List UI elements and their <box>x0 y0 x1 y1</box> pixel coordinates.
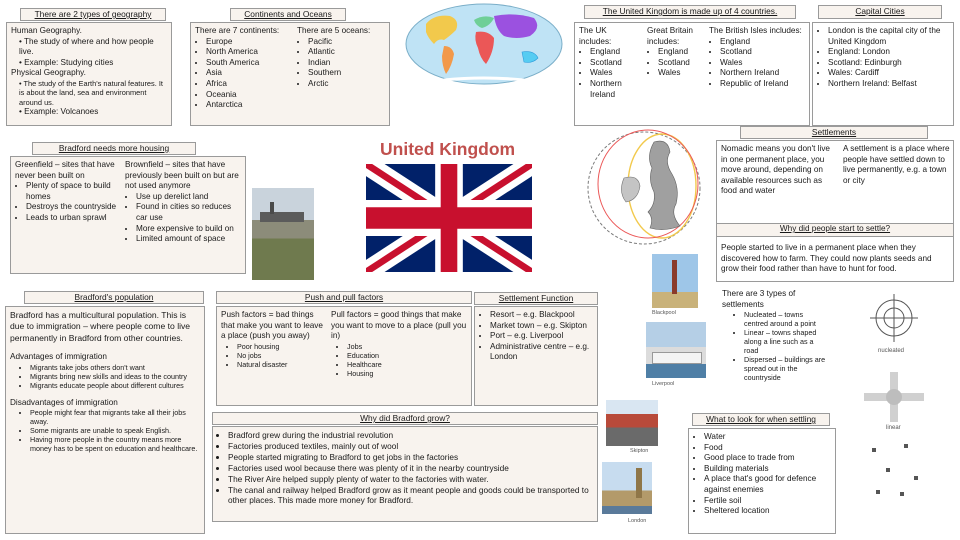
advantage-item: • Migrants bring new skills and ideas to the country <box>30 372 200 381</box>
types-intro: There are 3 types of settlements <box>722 289 796 309</box>
why-settle-heading: Why did people start to settle? <box>717 223 953 237</box>
why-bradford-item: • Factories produced textiles, mainly out of wool <box>228 441 593 452</box>
bi-item: • Republic of Ireland <box>720 79 807 90</box>
nucleated-label: nucleated <box>878 348 905 354</box>
why-bradford-item: • The canal and railway helped Bradford grow as it meant people and goods could be transported to other places. This made more money for Bradford. <box>228 485 593 507</box>
disadvantage-item: • Some migrants are unable to speak English. <box>30 426 200 435</box>
function-item: • Market town – e.g. Skipton <box>490 321 593 332</box>
what-to-look-box <box>688 428 836 534</box>
population-box <box>5 306 205 534</box>
ocean-item: • Southern <box>308 68 387 79</box>
bi-item: • England <box>720 37 807 48</box>
continent-item: • Asia <box>206 68 297 79</box>
population-tab: Bradford's population <box>24 291 204 304</box>
gb-item: • Wales <box>658 68 707 79</box>
capital-item: • London is the capital city of the United Kingdom <box>828 26 949 47</box>
capitals-box <box>812 22 954 126</box>
function-box <box>474 306 598 406</box>
world-map <box>404 2 564 86</box>
advantages-heading: Advantages of immigration <box>10 352 107 362</box>
push-item: • No jobs <box>237 351 325 360</box>
function-item: • Port – e.g. Liverpool <box>490 331 593 342</box>
linear-diagram <box>864 372 924 422</box>
settlement-def: A settlement is a place where people have settled down to live permanently, e.g. a town or city <box>843 144 950 185</box>
look-item: • Building materials <box>704 464 831 475</box>
ocean-item: • Arctic <box>308 79 387 90</box>
function-tab: Settlement Function <box>474 292 598 305</box>
population-intro: Bradford has a multicultural population. This is due to immigration – where people come to live permanently in Bradford from other countries. <box>10 310 191 343</box>
brownfield-item: • Found in cities so reduces car use <box>136 202 243 223</box>
pull-intro: Pull factors = good things that make you want to move to a place (pull you in) <box>331 310 467 341</box>
continents-tab: Continents and Oceans <box>230 8 346 21</box>
bi-item: • Wales <box>720 58 807 69</box>
continents-box <box>190 22 390 126</box>
uk-heading: The UK includes: <box>579 26 612 46</box>
dispersed-diagram <box>866 440 926 500</box>
blackpool-photo <box>652 254 698 308</box>
why-bradford-item: • Bradford grew during the industrial revolution <box>228 430 593 441</box>
blackpool-caption: Blackpool <box>652 310 676 316</box>
nucleated-diagram <box>866 292 922 344</box>
continent-item: • Africa <box>206 79 297 90</box>
disadvantage-item: • Having more people in the country means more money has to be spent on education and healthcare. <box>30 435 200 453</box>
british-isles-map <box>584 128 710 248</box>
type-item: • Dispersed – buildings are spread out in the countryside <box>744 355 826 382</box>
geo-line-6: • Example: Volcanoes <box>19 107 99 117</box>
uk-item: • Northern Ireland <box>590 79 641 100</box>
liverpool-caption: Liverpool <box>652 381 675 387</box>
pull-item: • Healthcare <box>347 360 467 369</box>
push-item: • Poor housing <box>237 342 325 351</box>
continents-heading: There are 7 continents: <box>195 26 280 35</box>
why-bradford-item: • The River Aire helped supply plenty of water to the factories with water. <box>228 474 593 485</box>
brownfield-item: • Use up derelict land <box>136 192 243 203</box>
continent-item: • Europe <box>206 37 297 48</box>
look-item: • Good place to trade from <box>704 453 831 464</box>
geography-box <box>6 22 172 126</box>
types-box <box>718 286 830 408</box>
push-pull-tab: Push and pull factors <box>216 291 472 304</box>
gb-item: • Scotland <box>658 58 707 69</box>
continent-item: • Antarctica <box>206 100 297 111</box>
function-item: • Administrative centre – e.g. London <box>490 342 593 363</box>
push-intro: Push factors = bad things that make you want to leave a place (push you away) <box>221 310 323 341</box>
ocean-item: • Indian <box>308 58 387 69</box>
look-item: • Fertile soil <box>704 496 831 507</box>
skipton-photo <box>606 400 658 446</box>
pull-item: • Housing <box>347 369 467 378</box>
liverpool-photo <box>646 322 706 378</box>
settlements-tab: Settlements <box>740 126 928 139</box>
skipton-caption: Skipton <box>630 448 649 454</box>
bi-item: • Scotland <box>720 47 807 58</box>
london-caption: London <box>628 518 647 524</box>
nomadic-text: Nomadic means you don't live in one permanent place, you move around, depending on available resources such as food and water <box>721 144 830 196</box>
brownfield-item: • More expensive to build on <box>136 224 243 235</box>
disadvantage-item: • People might fear that migrants take all their jobs away. <box>30 408 200 426</box>
greenfield-item: • Destroys the countryside <box>26 202 119 213</box>
brownfield-photo <box>252 188 314 280</box>
union-flag <box>366 164 532 272</box>
brownfield-intro: Brownfield – sites that have previously been built on but are not used anymore <box>125 160 239 191</box>
geo-line-2: • The study of where and how people live. <box>19 36 154 57</box>
capital-item: • Wales: Cardiff <box>828 68 949 79</box>
why-bradford-item: • People started migrating to Bradford to get jobs in the factories <box>228 452 593 463</box>
settlements-box <box>716 140 954 282</box>
function-item: • Resort – e.g. Blackpool <box>490 310 593 321</box>
uk-item: • Scotland <box>590 58 641 69</box>
ocean-item: • Atlantic <box>308 47 387 58</box>
look-item: • Water <box>704 432 831 443</box>
continent-item: • North America <box>206 47 297 58</box>
brownfield-item: • Limited amount of space <box>136 234 243 245</box>
look-item: • Food <box>704 443 831 454</box>
advantage-item: • Migrants educate people about different cultures <box>30 381 200 390</box>
greenfield-intro: Greenfield – sites that have never been built on <box>15 160 115 180</box>
push-item: • Natural disaster <box>237 360 325 369</box>
greenfield-item: • Plenty of space to build homes <box>26 181 119 202</box>
why-settle-text: People started to live in a permanent place when they discovered how to farm. They could now plants seeds and grow their food rather than have to hunt for food. <box>721 243 932 274</box>
london-photo <box>602 462 652 514</box>
look-item: • A place that's good for defence against enemies <box>704 474 831 495</box>
look-item: • Sheltered location <box>704 506 831 517</box>
greenfield-item: • Leads to urban sprawl <box>26 213 119 224</box>
disadvantages-heading: Disadvantages of immigration <box>10 397 118 407</box>
why-bradford-tab: Why did Bradford grow? <box>212 412 598 425</box>
type-item: • Nucleated – towns centred around a point <box>744 310 826 328</box>
push-pull-box <box>216 306 472 406</box>
bi-item: • Northern Ireland <box>720 68 807 79</box>
geography-tab: There are 2 types of geography <box>20 8 166 21</box>
why-bradford-item: • Factories used wool because there was plenty of it in the nearby countryside <box>228 463 593 474</box>
why-bradford-box <box>212 426 598 522</box>
oceans-heading: There are 5 oceans: <box>297 26 371 35</box>
uk-title: United Kingdom <box>380 139 516 159</box>
geo-line-1: Human Geography. <box>11 26 82 35</box>
linear-label: linear <box>886 425 901 431</box>
geo-line-4: Physical Geography. <box>11 68 86 78</box>
continent-item: • Oceania <box>206 90 297 101</box>
continent-item: • South America <box>206 58 297 69</box>
capitals-tab: Capital Cities <box>818 5 942 19</box>
uk-countries-box <box>574 22 810 126</box>
housing-box <box>10 156 246 274</box>
advantage-item: • Migrants take jobs others don't want <box>30 363 200 372</box>
pull-item: • Education <box>347 351 467 360</box>
capital-item: • England: London <box>828 47 949 58</box>
gb-item: • England <box>658 47 707 58</box>
type-item: • Linear – towns shaped along a line such as a road <box>744 328 826 355</box>
geo-line-5: • The study of the Earth's natural features. It is about the land, sea and environment around us. <box>19 78 163 107</box>
what-to-look-tab: What to look for when settling <box>692 413 830 426</box>
uk-item: • England <box>590 47 641 58</box>
housing-tab: Bradford needs more housing <box>32 142 196 155</box>
capital-item: • Scotland: Edinburgh <box>828 58 949 69</box>
bi-heading: The British Isles includes: <box>709 26 802 35</box>
uk-item: • Wales <box>590 68 641 79</box>
uk-countries-tab: The United Kingdom is made up of 4 countries. <box>584 5 796 19</box>
pull-item: • Jobs <box>347 342 467 351</box>
capital-item: • Northern Ireland: Belfast <box>828 79 949 90</box>
geo-line-3: • Example: Studying cities <box>19 57 114 67</box>
ocean-item: • Pacific <box>308 37 387 48</box>
gb-heading: Great Britain includes: <box>647 26 693 46</box>
